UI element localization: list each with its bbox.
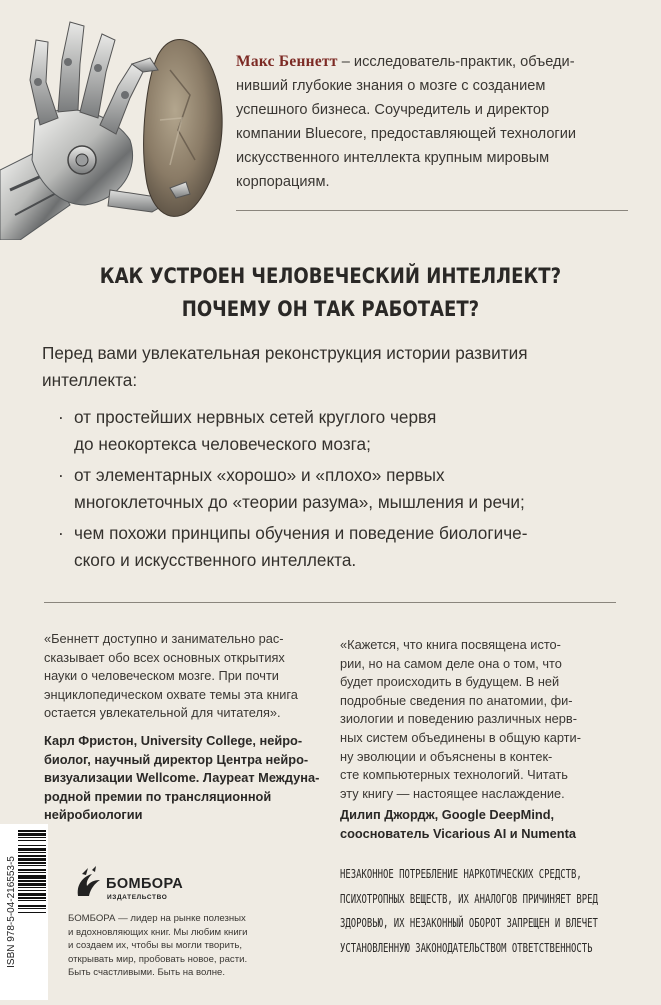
quote-source-line: нейробиологии: [44, 807, 143, 823]
legal-warning-line: ЗДОРОВЬЮ, ИХ НЕЗАКОННЫЙ ОБОРОТ ЗАПРЕЩЕН И ВЛЕЧЕТ: [340, 915, 598, 930]
headline-line-2: ПОЧЕМУ ОН ТАК РАБОТАЕТ?: [181, 297, 480, 321]
barcode-bar: [18, 869, 46, 871]
bullet-marker: ·: [58, 465, 64, 485]
quote-line: рии, но на самом деле она о том, что: [340, 655, 562, 671]
barcode-bar: [18, 848, 46, 851]
intro-line-2: интеллекта:: [42, 370, 138, 390]
barcode-bar: [18, 880, 46, 882]
bullet-line: от простейших нервных сетей круглого червя: [74, 407, 437, 427]
barcode-bar: [18, 840, 46, 841]
headline: [46, 260, 614, 326]
barcode-bar: [18, 845, 46, 846]
barcode-bar: [18, 883, 46, 886]
quote-line: энциклопедическом охвате темы эта книга: [44, 686, 298, 702]
publisher-name: БОМБОРА: [106, 876, 184, 892]
barcode-bar: [18, 875, 46, 879]
author-bio-line-4: компании Bluecore, предоставляющей технологии: [236, 126, 577, 142]
quote-line: эту книгу — настоящее наслаждение.: [340, 785, 565, 801]
quote-line: остается увлекательной для читателя».: [44, 705, 281, 721]
barcode-bar: [18, 872, 46, 873]
author-bio-line-1: Макс Беннетт – исследователь-практик, объеди-: [236, 53, 575, 70]
bullet-marker: ·: [58, 407, 64, 427]
quote-line: зиологии и поведению различных нерв-: [340, 711, 577, 727]
author-bio-line-3: успешного бизнеса. Соучредитель и директор: [236, 102, 550, 118]
barcode-bar: [18, 852, 46, 853]
bullet-line: ского и искусственного интеллекта.: [74, 550, 357, 570]
author-bio-line-2: нивший глубокие знания о мозге с созданием: [236, 78, 546, 94]
publisher-description-line: БОМБОРА — лидер на рынке полезных: [68, 913, 246, 924]
barcode-bar: [18, 865, 46, 866]
legal-warning: [340, 862, 621, 960]
quote-source-line: визуализации Wellcome. Лауреат Междуна-: [44, 770, 320, 786]
quote-line: науки о человеческом мозге. При почти: [44, 668, 279, 684]
quote-line: «Кажется, что книга посвящена исто-: [340, 637, 561, 652]
bullet-line: чем похожи принципы обучения и поведение биологиче-: [74, 523, 528, 543]
bullet-item: [60, 404, 620, 458]
intro-line-1: Перед вами увлекательная реконструкция истории развития: [42, 343, 528, 363]
robot-hand-illustration: [0, 0, 240, 240]
publisher-description-line: Быть счастливыми. Быть на волне.: [68, 967, 226, 979]
author-bio-line-6: корпорациям.: [236, 174, 330, 190]
quote-source-line: родной премии по трансляционной: [44, 788, 272, 804]
barcode-bar: [18, 890, 46, 891]
barcode-bar: [18, 912, 46, 913]
barcode-bar: [18, 893, 46, 896]
legal-warning-line: УСТАНОВЛЕННУЮ ЗАКОНОДАТЕЛЬСТВОМ ОТВЕТСТВЕННОСТЬ: [340, 939, 593, 955]
quote-line: ных систем объединены в общую карти-: [340, 729, 581, 745]
bullet-line: от элементарных «хорошо» и «плохо» первых: [74, 465, 445, 485]
bullet-marker: ·: [58, 523, 64, 543]
publisher-description-line: и вдохновляющих книг. Мы любим книги: [68, 926, 248, 938]
publisher-description: [68, 912, 278, 980]
quote-source-line: биолог, научный директор Центра нейро-: [44, 751, 309, 767]
barcode-bar: [18, 833, 46, 836]
bullet-item: [60, 520, 620, 574]
section-divider: [44, 602, 616, 603]
quote-friston-source: [44, 732, 329, 825]
quote-line: «Беннетт доступно и занимательно рас-: [44, 631, 284, 646]
quote-george: [340, 636, 630, 803]
bombora-logo-icon: [74, 866, 104, 900]
barcode-bar: [18, 908, 46, 909]
barcode-bar: [18, 858, 46, 861]
author-name: Макс Беннетт: [236, 53, 338, 70]
publisher-description-line: и создаем их, чтобы вы могли творить,: [68, 940, 243, 952]
barcode-bar: [18, 837, 46, 838]
legal-warning-line: ПСИХОТРОПНЫХ ВЕЩЕСТВ, ИХ АНАЛОГОВ ПРИЧИНЯЕТ ВРЕД: [340, 890, 598, 906]
bio-divider: [236, 210, 628, 211]
author-bio: [236, 50, 636, 194]
publisher-description-line: открывать мир, пробовать новое, расти.: [68, 953, 248, 965]
bullet-line: до неокортекса человеческого мозга;: [74, 434, 371, 454]
quote-line: подробные сведения по анатомии, фи-: [340, 692, 573, 708]
barcode-bar: [18, 900, 46, 901]
isbn-number: ISBN 978-5-04-216553-5: [6, 856, 17, 968]
quote-george-source: [340, 806, 630, 843]
bullet-line: многоклеточных до «теории разума», мышления и речи;: [74, 492, 525, 512]
quote-line: сте компьютерных технологий. Читать: [340, 767, 568, 783]
quote-source-line: Карл Фристон, University College, нейро-: [44, 733, 303, 748]
quote-friston: [44, 630, 329, 723]
quote-line: ну эволюции и объяснены в контек-: [340, 748, 553, 764]
quote-line: будет происходить в будущем. В ней: [340, 674, 560, 690]
author-bio-line-5: искусственного интеллекта крупным мировым: [236, 150, 550, 166]
quote-source-line: Дилип Джордж, Google DeepMind,: [340, 807, 555, 822]
headline-line-1: КАК УСТРОЕН ЧЕЛОВЕЧЕСКИЙ ИНТЕЛЛЕКТ?: [99, 264, 562, 288]
barcode-bar: [18, 887, 46, 888]
quote-source-line: сооснователь Vicarious AI и Numenta: [340, 825, 576, 841]
barcode-bar: [18, 905, 46, 907]
barcode-bar: [18, 897, 46, 899]
intro-text: [42, 340, 622, 394]
barcode-bar: [18, 862, 46, 864]
bullet-item: [60, 462, 620, 516]
barcode-bar: [18, 855, 46, 857]
legal-warning-line: НЕЗАКОННОЕ ПОТРЕБЛЕНИЕ НАРКОТИЧЕСКИХ СРЕДСТВ,: [340, 866, 582, 881]
barcode-bar: [18, 830, 46, 832]
quote-line: сказывает обо всех основных открытиях: [44, 649, 285, 665]
publisher-subtitle: ИЗДАТЕЛЬСТВО: [107, 894, 168, 901]
